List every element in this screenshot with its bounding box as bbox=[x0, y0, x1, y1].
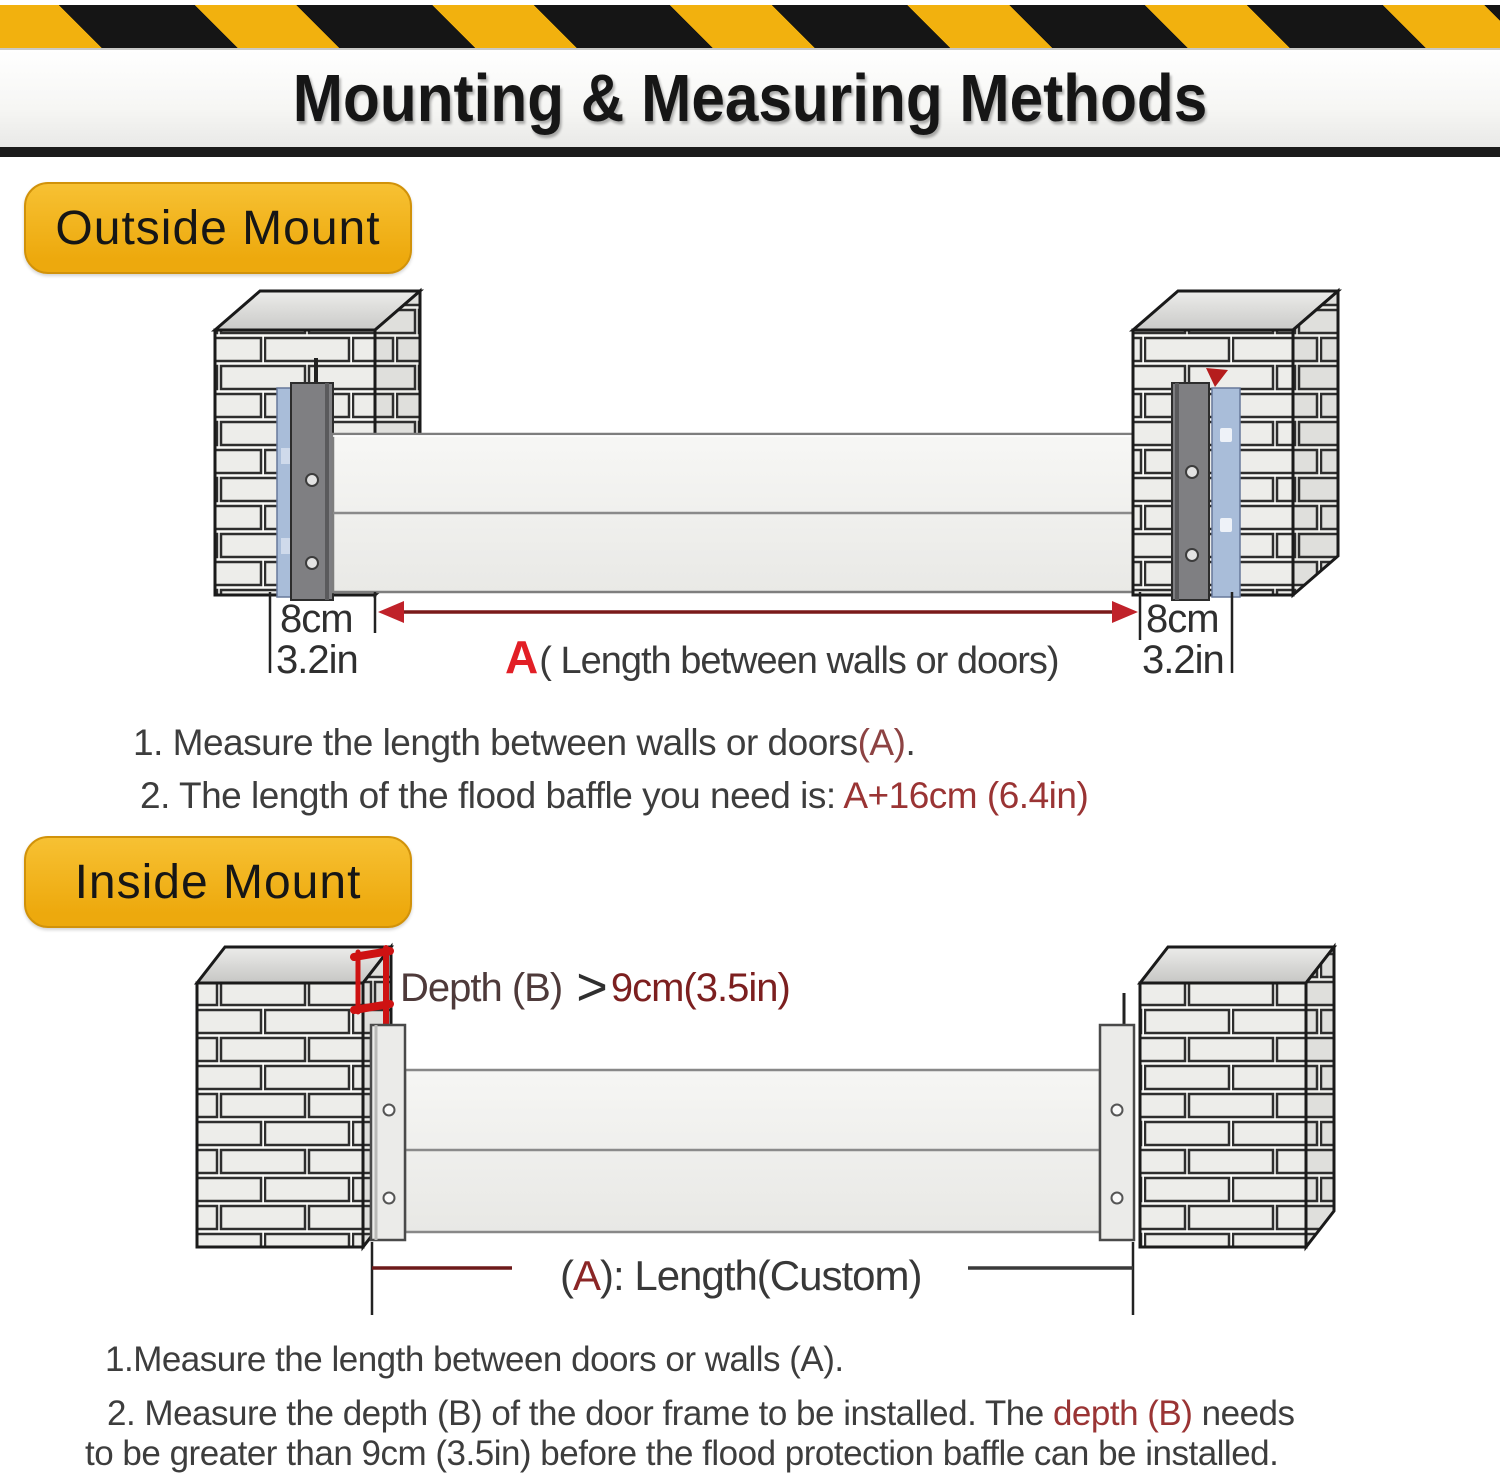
outside-step-1: 1. Measure the length between walls or doors(A). bbox=[133, 722, 916, 763]
right-offset-cm: 8cm bbox=[1146, 597, 1219, 641]
depth-requirement-label: Depth (B) > 9cm(3.5in) bbox=[400, 957, 790, 1017]
inside-step-2-line-1: 2. Measure the depth (B) of the door frame to be installed. The depth (B) needs bbox=[107, 1394, 1295, 1433]
seal-patch bbox=[1220, 428, 1232, 442]
seal-strip-left bbox=[277, 388, 292, 597]
page-title: Mounting & Measuring Methods bbox=[292, 61, 1208, 136]
screw bbox=[306, 557, 318, 569]
custom-length-label: (A): Length(Custom) bbox=[560, 1252, 922, 1299]
outside-mount-badge-label: Outside Mount bbox=[55, 201, 381, 255]
screw bbox=[384, 1105, 395, 1116]
outside-step-2: 2. The length of the flood baffle you need is: A+16cm (6.4in) bbox=[140, 775, 1089, 816]
right-offset-in: 3.2in bbox=[1142, 638, 1224, 682]
mount-bracket-left bbox=[291, 383, 333, 600]
length-letter-a: A bbox=[505, 631, 538, 683]
screw bbox=[1112, 1105, 1123, 1116]
title-band bbox=[0, 50, 1500, 147]
screw bbox=[306, 474, 318, 486]
seal-patch bbox=[281, 538, 290, 554]
brick-pillar-inside-right bbox=[1140, 947, 1334, 1247]
dimension-arrow bbox=[378, 601, 1138, 623]
outside-mount-badge bbox=[24, 182, 412, 274]
screw bbox=[384, 1193, 395, 1204]
screw bbox=[1112, 1193, 1123, 1204]
title-divider bbox=[0, 147, 1500, 157]
seal-strip-right bbox=[1212, 388, 1240, 597]
left-offset-in: 3.2in bbox=[276, 638, 358, 682]
inside-step-2-line-2: to be greater than 9cm (3.5in) before the flood protection baffle can be installed. bbox=[85, 1434, 1279, 1473]
seal-patch bbox=[1220, 518, 1232, 532]
screw bbox=[1186, 549, 1198, 561]
seal-patch bbox=[281, 448, 290, 464]
inside-step-1: 1.Measure the length between doors or walls (A). bbox=[105, 1340, 844, 1379]
brick-pillar-inside-left bbox=[197, 947, 391, 1247]
channel-rail-left bbox=[371, 1025, 405, 1240]
left-offset-cm: 8cm bbox=[280, 597, 353, 641]
span-length-label: A( Length between walls or doors) bbox=[505, 631, 1059, 683]
inside-mount-badge bbox=[24, 836, 412, 928]
flood-barrier-panel-inside bbox=[405, 1070, 1100, 1232]
hazard-stripe-band bbox=[0, 5, 1500, 50]
screw bbox=[1186, 466, 1198, 478]
mount-bracket-right bbox=[1172, 383, 1209, 600]
channel-rail-right bbox=[1100, 1025, 1134, 1240]
flood-barrier-panel-outside bbox=[333, 434, 1173, 592]
inside-mount-badge-label: Inside Mount bbox=[74, 855, 362, 909]
